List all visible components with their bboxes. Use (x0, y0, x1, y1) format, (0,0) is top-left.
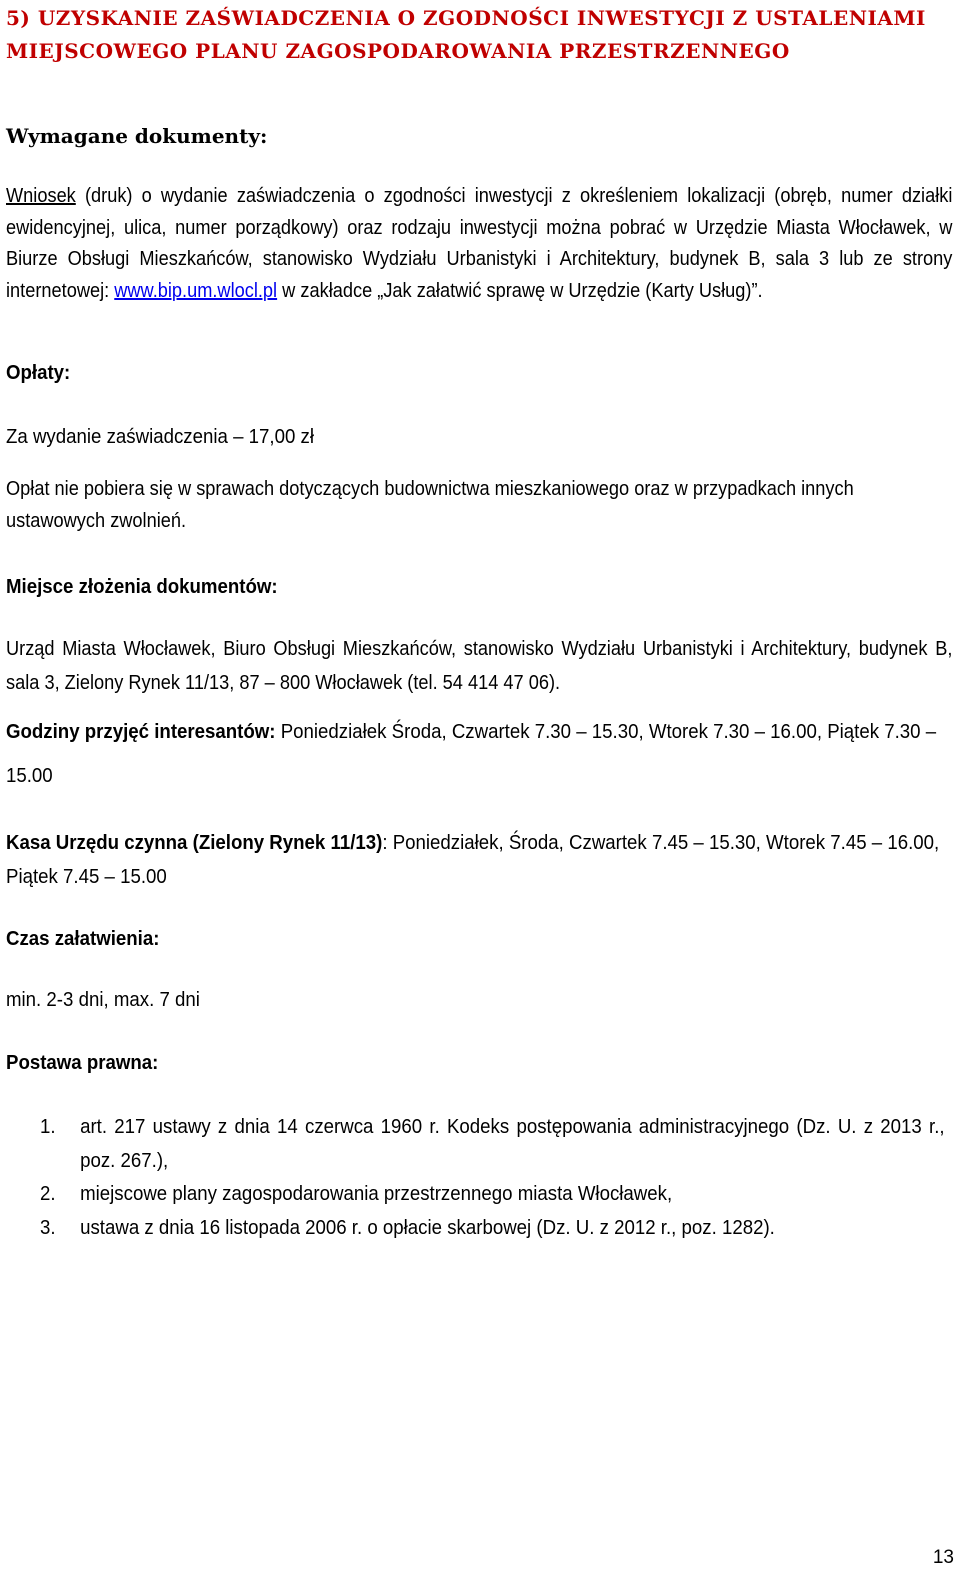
section-number: 5) (6, 6, 31, 30)
legal-basis-item (40, 1211, 945, 1245)
wniosek-link[interactable]: Wniosek (6, 185, 76, 207)
cashier-paragraph (6, 826, 952, 894)
item-text: miejscowe plany zagospodarowania przestrzennego miasta Włocławek, (80, 1182, 673, 1205)
fees-heading: Opłaty: (6, 361, 71, 384)
page-number: 13 (932, 1547, 954, 1568)
item-number: 1. (40, 1115, 56, 1138)
documents-text: (druk) o wydanie zaświadczenia o zgodności inwestycji z określeniem lokalizacji (obręb, numer działki ewidencyjnej, ulica, numer porządkowy) oraz rodzaju inwestycji można pobrać w Urzędzie Miasta Włocławek, w Biurze Obsługi Mieszkańców, stanowisko Wydziału Urbanistyki i Architektury, budynek B, sala 3 lub ze strony internetowej: (6, 185, 953, 302)
section-title (6, 2, 956, 68)
legal-basis-list (0, 1110, 956, 1244)
time-text: min. 2-3 dni, max. 7 dni (6, 988, 200, 1011)
cashier-text: : Poniedziałek, Środa, Czwartek 7.45 – 15.30, Wtorek 7.45 – 16.00, Piątek 7.45 – 15.00 (6, 831, 940, 888)
item-number: 2. (40, 1182, 56, 1205)
fee-exemption: Opłat nie pobiera się w sprawach dotyczących budownictwa mieszkaniowego oraz w przypadkach innych ustawowych zwolnień. (6, 478, 854, 532)
section-title-line2: MIEJSCOWEGO PLANU ZAGOSPODAROWANIA PRZESTRZENNEGO (6, 39, 790, 63)
item-text: art. 217 ustawy z dnia 14 czerwca 1960 r. Kodeks postępowania administracyjnego (Dz. U. z 2013 r., poz. 267.), (80, 1115, 945, 1172)
bip-url-link[interactable]: www.bip.um.wlocl.pl (114, 279, 278, 302)
hours-paragraph (6, 710, 952, 798)
legal-basis-item (40, 1177, 945, 1211)
documents-text-after-url: w zakładce „Jak załatwić sprawę w Urzędzie (Karty Usług)”. (282, 279, 763, 302)
hours-label: Godziny przyjęć interesantów: (6, 720, 276, 743)
legal-heading: Postawa prawna: (6, 1051, 159, 1074)
legal-basis-item (40, 1110, 945, 1177)
place-text: Urząd Miasta Włocławek, Biuro Obsługi Mieszkańców, stanowisko Wydziału Urbanistyki i Architektury, budynek B, sala 3, Zielony Rynek 11/13, 87 – 800 Włocławek (tel. 54 414 47 06). (6, 638, 953, 694)
item-text: ustawa z dnia 16 listopada 2006 r. o opłacie skarbowej (Dz. U. z 2012 r., poz. 1282). (80, 1215, 775, 1239)
documents-paragraph (6, 181, 952, 307)
cashier-label: Kasa Urzędu czynna (Zielony Rynek 11/13) (6, 831, 383, 854)
place-heading: Miejsce złożenia dokumentów: (6, 575, 278, 598)
time-heading: Czas załatwienia: (6, 927, 160, 950)
item-number: 3. (40, 1215, 56, 1239)
fee-amount: Za wydanie zaświadczenia – 17,00 zł (6, 425, 314, 448)
section-title-line1: UZYSKANIE ZAŚWIADCZENIA O ZGODNOŚCI INWESTYCJI Z USTALENIAMI (37, 6, 926, 30)
hours-text: Poniedziałek Środa, Czwartek 7.30 – 15.30, Wtorek 7.30 – 16.00, Piątek 7.30 – 15.00 (6, 720, 937, 787)
documents-heading: Wymagane dokumenty: (6, 124, 268, 148)
